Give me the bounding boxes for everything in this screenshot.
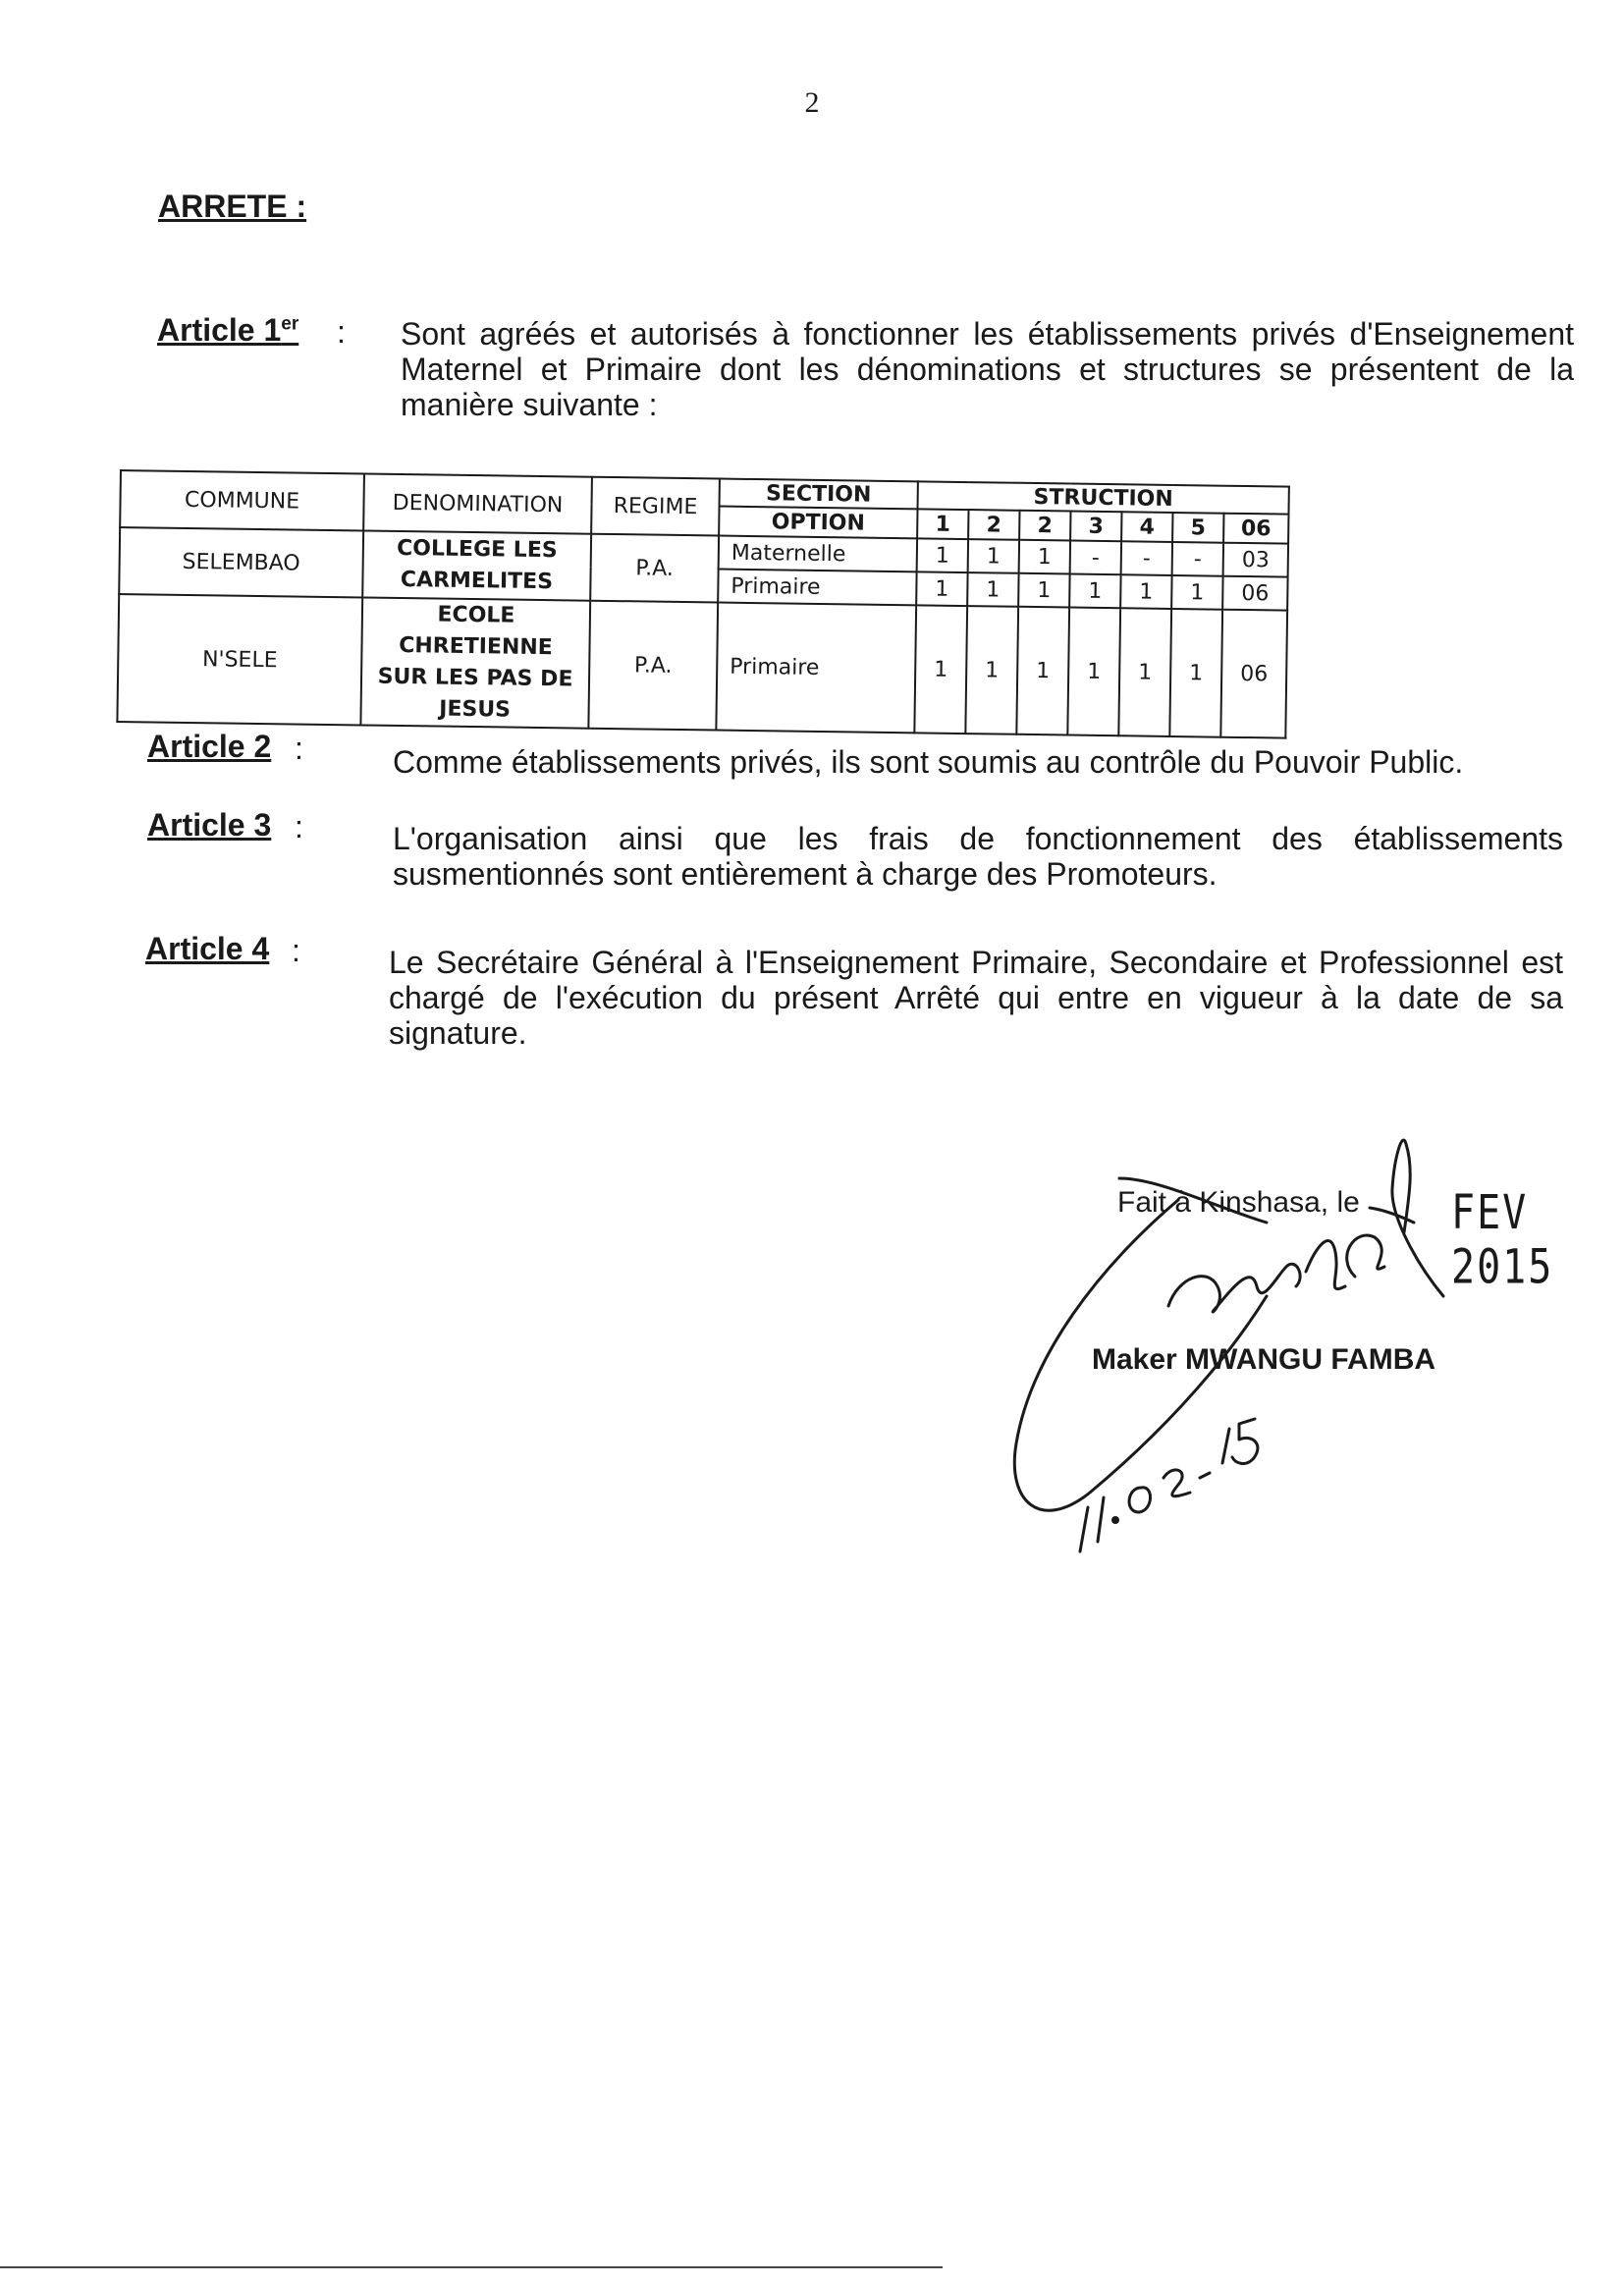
table-cell: 03 — [1223, 543, 1288, 577]
arrete-heading: ARRETE : — [158, 189, 307, 224]
article-2-colon: : — [295, 731, 303, 766]
header-level: 2 — [1019, 511, 1070, 541]
row-2-regime: P.A. — [588, 601, 718, 731]
row-1-commune: SELEMBAO — [119, 527, 363, 597]
handwritten-date-stroke — [1129, 1488, 1150, 1512]
header-level-total: 06 — [1223, 514, 1288, 544]
signature-stroke — [1392, 1140, 1443, 1296]
table-cell: - — [1172, 542, 1223, 576]
header-option: OPTION — [719, 507, 917, 539]
row-2-denomination-line-1: ECOLE CHRETIENNE — [399, 602, 553, 661]
signature-stroke — [1119, 1178, 1267, 1223]
table-cell: 1 — [917, 538, 968, 572]
bottom-rule — [0, 2266, 943, 2268]
article-4-colon: : — [292, 933, 300, 968]
date-stamp: FEV 2015 — [1451, 1186, 1554, 1295]
row-1-option-1: Maternelle — [719, 536, 917, 572]
header-level: 3 — [1070, 512, 1121, 542]
article-1-label-text: Article 1 — [157, 312, 282, 348]
row-1-denomination-line-1: COLLEGE LES — [396, 535, 558, 564]
article-3-label: Article 3 — [147, 807, 272, 843]
table-cell: 06 — [1220, 610, 1287, 738]
header-level: 5 — [1172, 513, 1223, 543]
handwritten-date-stroke — [1164, 1470, 1190, 1496]
row-1-regime: P.A. — [590, 534, 719, 603]
article-2-text: Comme établissements privés, ils sont soumis au contrôle du Pouvoir Public. — [393, 744, 1464, 780]
header-regime: REGIME — [591, 477, 720, 536]
header-level: 4 — [1121, 512, 1172, 542]
signature-stroke — [1014, 1200, 1267, 1510]
table-cell: - — [1121, 541, 1172, 575]
article-4-label: Article 4 — [145, 931, 270, 966]
table-cell: - — [1070, 541, 1121, 575]
row-2-option-1: Primaire — [716, 603, 916, 734]
article-4-text: Le Secrétaire Général à l'Enseignement Primaire, Secondaire et Professionnel est chargé de l'exécution du présent Arrêté qui entre en vigueur à la date de sa signature. — [389, 945, 1563, 1051]
header-commune: COMMUNE — [120, 470, 364, 530]
handwritten-date-stroke — [1232, 1419, 1258, 1463]
table-cell: 1 — [1171, 575, 1222, 610]
handwritten-date-stroke — [1222, 1429, 1229, 1463]
handwritten-date-stroke — [1098, 1497, 1104, 1542]
signature-stroke — [1347, 1235, 1384, 1277]
table-cell: 1 — [1016, 607, 1069, 735]
table-cell: 1 — [1019, 540, 1070, 574]
table-cell: 1 — [1069, 574, 1120, 609]
header-level: 2 — [968, 510, 1019, 540]
row-1-denomination-line-2: CARMELITES — [400, 568, 554, 595]
place-and-date-line: Fait à Kinshasa, le — [1117, 1186, 1360, 1219]
article-3-text: L'organisation ainsi que les frais de fonctionnement des établissements susmentionnés sont entièrement à charge des Promoteurs. — [393, 821, 1563, 892]
page-number: 2 — [804, 86, 820, 119]
article-1-label-sup: er — [281, 313, 299, 335]
signature-stroke — [1168, 1264, 1300, 1312]
article-1-text: Sont agréés et autorisés à fonctionner les établissements privés d'Enseignement Maternel et Primaire dont les dénominations et structures se présentent de la manière suivante : — [401, 316, 1574, 422]
table-cell: 1 — [914, 605, 967, 734]
table-cell: 06 — [1222, 576, 1287, 611]
header-denomination: DENOMINATION — [363, 473, 592, 533]
table-cell: 1 — [1067, 608, 1120, 736]
table-cell: 1 — [1169, 609, 1222, 737]
handwritten-date-stroke — [1200, 1473, 1210, 1478]
signature-stroke — [1306, 1241, 1345, 1289]
header-section: SECTION — [720, 479, 918, 510]
table-cell: 1 — [1118, 608, 1171, 736]
header-structure: STRUCTION — [918, 481, 1289, 514]
table-cell: 1 — [1018, 573, 1069, 608]
row-1-option-2: Primaire — [718, 570, 916, 606]
header-level: 1 — [917, 509, 968, 539]
article-3-colon: : — [295, 809, 303, 844]
table-cell: 1 — [968, 539, 1019, 573]
table-cell: 1 — [965, 606, 1018, 734]
table-cell: 1 — [1120, 574, 1171, 609]
table-cell: 1 — [967, 572, 1018, 607]
table-cell: 1 — [916, 571, 967, 606]
article-2-label: Article 2 — [147, 729, 272, 764]
article-1-colon: : — [337, 314, 346, 350]
row-2-denomination-line-2: SUR LES PAS DE JESUS — [377, 664, 573, 723]
row-2-commune: N'SELE — [117, 594, 362, 725]
handwritten-date-stroke — [1080, 1507, 1088, 1551]
handwritten-date-dot — [1113, 1518, 1118, 1523]
signatory-name: Maker MWANGU FAMBA — [1092, 1343, 1436, 1376]
